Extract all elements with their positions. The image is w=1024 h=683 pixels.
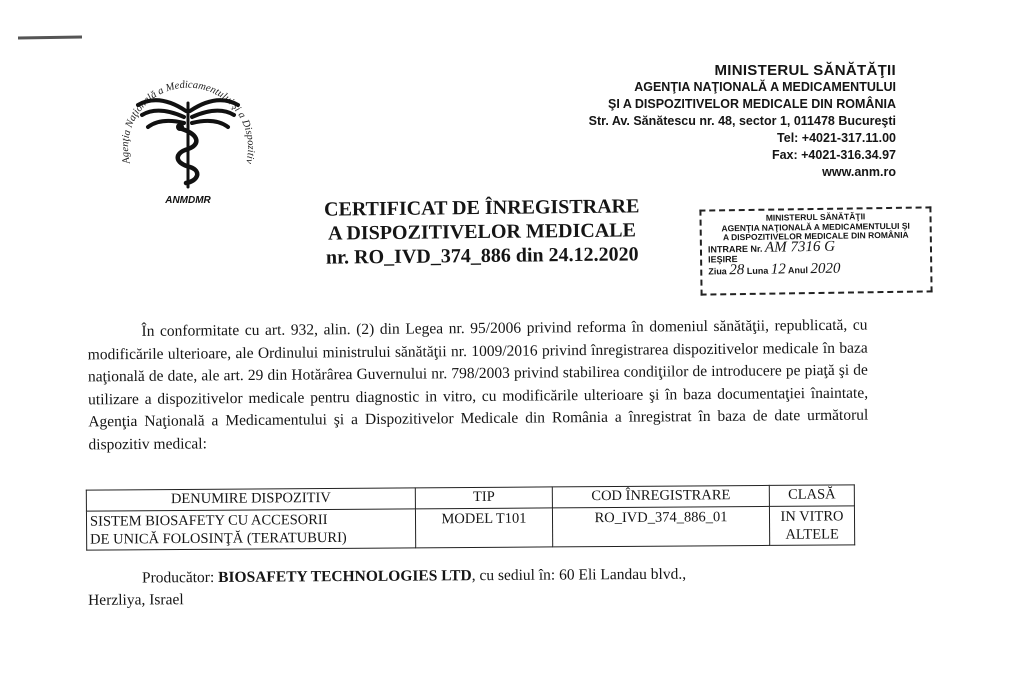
header-class: CLASĂ [769, 485, 854, 507]
stamp-luna-label: Luna [746, 265, 769, 276]
stamp-date-row [702, 260, 930, 278]
stamp-ziua-label: Ziua [708, 265, 727, 277]
stamp-ziua-value: 28 [729, 261, 745, 278]
ministry-name: MINISTERUL SĂNĂTĂŢII [714, 62, 896, 79]
ministry-header [589, 62, 896, 181]
stamp-intrare-label: INTRARE [707, 243, 749, 255]
stamp-iesire-label: IEŞIRE [708, 254, 738, 265]
stamp-nr-label: Nr. [750, 243, 763, 254]
cell-device-name [86, 509, 415, 550]
stamp-anul-value: 2020 [810, 260, 841, 277]
stamp-line-3: A DISPOZITIVELOR MEDICALE DIN ROMÂNIA [722, 229, 909, 243]
stamp-line-2: AGENŢIA NAŢIONALĂ A MEDICAMENTULUI ŞI [721, 220, 910, 233]
anmdmr-logo [108, 55, 268, 215]
agency-web: www.anm.ro [822, 165, 896, 179]
header-device-name: DENUMIRE DISPOZITIV [86, 488, 415, 511]
caduceus-icon [138, 100, 238, 187]
device-name-line-1: SISTEM BIOSAFETY CU ACCESORII [89, 511, 328, 530]
agency-address: Str. Av. Sănătescu nr. 48, sector 1, 011478 Bucureşti [588, 114, 896, 128]
class-line-2: ALTELE [785, 526, 839, 543]
table-row [86, 506, 854, 550]
producer-paragraph [88, 562, 908, 612]
cell-registration-code: RO_IVD_374_886_01 [552, 506, 769, 547]
agency-line-1: AGENŢIA NAŢIONALĂ A MEDICAMENTULUI [634, 80, 896, 94]
stamp-nr-value: AM 7316 G [764, 238, 836, 256]
agency-line-2: ŞI A DISPOZITIVELOR MEDICALE DIN ROMÂNIA [608, 97, 896, 111]
logo-caption: ANMDMR [165, 195, 211, 206]
producer-address-line-1: 60 Eli Landau blvd., [559, 565, 687, 584]
cell-type: MODEL T101 [415, 508, 552, 548]
header-registration-code: COD ÎNREGISTRARE [552, 485, 769, 508]
class-line-1: IN VITRO [780, 508, 844, 525]
title-line-2: A DISPOZITIVELOR MEDICALE [327, 219, 637, 245]
stamp-luna-value: 12 [770, 260, 786, 278]
producer-label: Producător: [141, 568, 215, 587]
registration-stamp [699, 206, 932, 295]
title-line-1: CERTIFICAT DE ÎNREGISTRARE [323, 195, 640, 221]
cell-class [769, 506, 854, 546]
producer-address-line-2: Herzliya, Israel [88, 591, 184, 609]
device-name-line-2: DE UNICĂ FOLOSINŢĂ (TERATUBURI) [90, 529, 347, 548]
legal-basis-paragraph [87, 315, 868, 457]
certificate-title [262, 194, 703, 271]
logo-ring-text: Agenţia Naţională a Medicamentului şi a Dispozitiv [119, 79, 257, 165]
agency-fax: Fax: +4021-316.34.97 [771, 148, 896, 162]
producer-name: BIOSAFETY TECHNOLOGIES LTD [218, 567, 472, 586]
stamp-anul-label: Anul [787, 264, 809, 275]
stamp-line-1: MINISTERUL SĂNĂTĂŢII [765, 211, 866, 223]
scan-mark [18, 35, 82, 39]
producer-seat-label: , cu sediul în: [471, 566, 556, 585]
header-type: TIP [415, 487, 552, 509]
device-registration-table [86, 484, 855, 550]
legal-basis-text: În conformitate cu art. 932, alin. (2) din Legea nr. 95/2006 privind reforma în domeniul sănătăţii, republicată, cu modificările ulterioare, ale Ordinului ministrului sănătăţii nr. 1009/2016 privind înregistrarea dispozitivelor medicale în baza naţională de date, ale art. 29 din Hotărârea Guvernului nr. 798/2003 privind stabilirea condiţiilor de introducere pe piaţă şi de utilizare a dispozitivelor medicale pentru diagnostic in vitro, cu modificările ulterioare şi în baza documentaţiei înaintate, Agenţia Naţională a Medicamentului şi a Dispozitivelor Medicale din România a înregistrat în baza de date următorul dispozitiv medical: [87, 316, 869, 453]
title-line-3: nr. RO_IVD_374_886 din 24.12.2020 [325, 243, 639, 269]
agency-tel: Tel: +4021-317.11.00 [777, 131, 896, 145]
